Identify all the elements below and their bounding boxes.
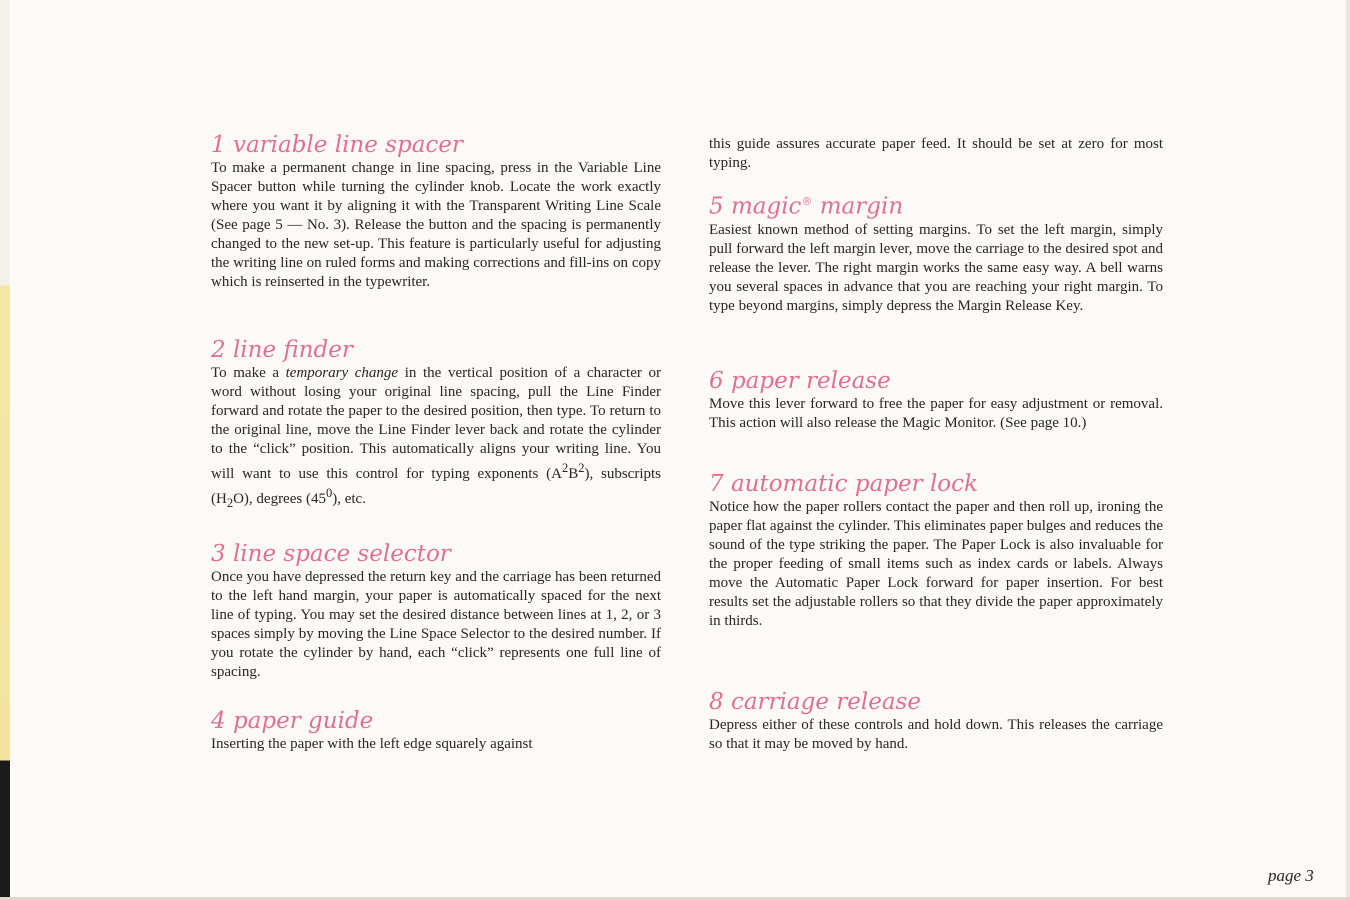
section-carriage-release [709,688,1163,754]
section-heading: 1 variable line spacer [211,132,463,158]
section-paper-guide-continued [709,135,1163,173]
section-body: Notice how the paper rollers contact the paper and then roll up, ironing the paper flat against the cylinder. This eliminates paper bulges and reduces the sound of the type striking the paper. The Paper Lock is also invaluable for the proper feeding of small items such as index cards or labels. Always move the Automatic Paper Lock forward for paper insertion. For best results set the adjustable rollers so that they divide the paper approximately in thirds. [709,499,1163,629]
section-heading: 8 carriage release [709,689,921,715]
section-body: To make a permanent change in line spacing, press in the Variable Line Spacer button while turning the cylinder knob. Locate the work exactly where you want it by aligning it with the Transparent Writing Line Scale (See page 5 — No. 3). Release the button and the spacing is permanently changed to the new set-up. This feature is particularly useful for adjusting the writing line on ruled forms and making corrections and fill-ins on copy which is reinserted in the typewriter. [211,160,661,290]
section-heading: 3 line space selector [211,541,451,567]
page-edge-left [0,0,10,900]
section-line-space-selector [211,540,661,682]
section-body: Once you have depressed the return key and the carriage has been returned to the left hand margin, your paper is automatically spaced for the next line of typing. You may set the desired distance between lines at 1, 2, or 3 spaces simply by moving the Line Space Selector to the desired number. If you rotate the cylinder by hand, each “click” represents one full line of spacing. [211,569,661,680]
section-variable-line-spacer [211,131,661,292]
section-paper-release [709,367,1163,433]
section-heading: 4 paper guide [211,708,374,734]
section-magic-margin [709,188,1163,316]
section-body: To make a temporary change in the vertical position of a character or word without losing your original line spacing, pull the Line Finder forward and rotate the paper to the desired position, then type. To return to the original line, move the Line Finder lever back and rotate the cylinder to the “click” position. This automatically aligns your writing line. You will want to use this control for typing exponents $(A^2B^2)$, subscripts $(H_2O)$, degrees $(45^0)$, etc. [211,365,661,510]
section-body: Move this lever forward to free the paper for easy adjustment or removal. This action will also release the Magic Monitor. (See page 10.) [709,396,1163,431]
section-heading: 6 paper release [709,368,891,394]
section-automatic-paper-lock [709,470,1163,631]
page-edge-right [1346,0,1350,900]
section-body-continued: this guide assures accurate paper feed. It should be set at zero for most typing. [709,136,1163,171]
section-paper-guide [211,707,661,754]
section-heading: 2 line finder [211,337,353,363]
section-heading: 5 magic® margin [709,193,904,220]
section-line-finder [211,336,661,513]
section-body: Easiest known method of setting margins. To set the left margin, simply pull forward the left margin lever, move the carriage to the desired spot and release the lever. The right margin works the same easy way. A bell warns you several spaces in advance that you are reaching your right margin. To type beyond margins, simply depress the Margin Release Key. [709,221,1163,314]
page-number: page 3 [1268,866,1314,885]
section-body: Inserting the paper with the left edge squarely against [211,736,533,752]
section-heading: 7 automatic paper lock [709,471,978,497]
section-body: Depress either of these controls and hold down. This releases the carriage so that it may be moved by hand. [709,717,1163,752]
